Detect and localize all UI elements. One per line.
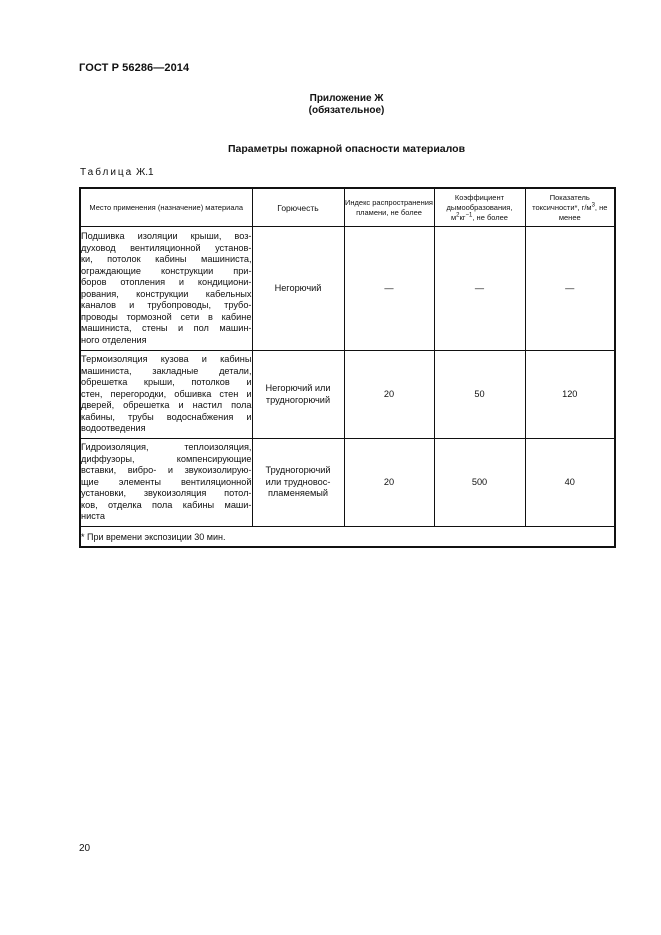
row2-place-line: кабины, трубы водоснабжения и — [81, 411, 252, 422]
row3-toxicity: 40 — [525, 439, 615, 527]
header-smoke-coefficient — [434, 188, 525, 227]
row1-place-line: боров отопления и кондициони- — [81, 277, 252, 287]
row1-toxicity: — — [525, 227, 615, 351]
table-footnote-row — [80, 527, 615, 548]
row3-flammability-line: или трудновос- — [265, 476, 331, 487]
appendix-label: Приложение Ж — [309, 93, 384, 104]
row2-flame-index: 20 — [344, 351, 434, 439]
table-caption-prefix: Таблица — [80, 167, 134, 178]
header-toxicity — [525, 188, 615, 227]
row2-place — [80, 351, 252, 439]
row3-smoke: 500 — [434, 439, 525, 527]
appendix-heading — [79, 93, 614, 117]
row2-place-line: водоотведения — [81, 423, 146, 434]
appendix-status: (обязательное) — [308, 105, 385, 116]
header-smoke-sup1: 2 — [456, 212, 460, 218]
row1-place — [80, 227, 252, 351]
standard-designation: ГОСТ Р 56286—2014 — [79, 62, 190, 74]
row3-flame-index: 20 — [344, 439, 434, 527]
table-row — [80, 439, 615, 527]
header-toxicity-part1: Показатель токсичности*, г/м — [532, 192, 592, 212]
header-place: Место применения (назначение) материала — [80, 188, 252, 227]
row3-place-line: Гидроизоляция, теплоизоляция, — [81, 442, 252, 453]
header-toxicity-part2: , не менее — [558, 202, 608, 222]
row2-flammability-line: трудногорючий — [265, 394, 331, 405]
row2-place-line: Термоизоляция кузова и кабины — [81, 354, 252, 365]
row1-place-line: духовод вентиляционной установ- — [81, 242, 252, 253]
row1-smoke: — — [434, 227, 525, 351]
table-row — [80, 227, 615, 351]
row2-smoke: 50 — [434, 351, 525, 439]
row2-toxicity: 120 — [525, 351, 615, 439]
row3-place-line: ниста — [81, 511, 106, 522]
row2-place-line: дверей, обрешетка и настил пола — [81, 400, 252, 411]
row2-flammability — [252, 351, 344, 439]
header-toxicity-sup: 3 — [591, 202, 595, 208]
row1-flammability: Негорючий — [252, 227, 344, 351]
header-smoke-part2: кг — [459, 212, 466, 222]
header-smoke-part1: Коэффициент дымообразования, м — [446, 192, 513, 222]
row3-place-line: ков, отделка пола кабины маши- — [81, 499, 252, 510]
row3-flammability-line: пламеняемый — [267, 488, 329, 499]
table-caption — [80, 167, 154, 178]
row1-place-line: ограждающие конструкции при- — [81, 265, 252, 276]
row1-flame-index: — — [344, 227, 434, 351]
row1-place-line: рования, конструкции кабельных — [81, 288, 252, 299]
appendix-title: Параметры пожарной опасности материалов — [227, 143, 466, 155]
row3-place-line: установки, звукоизоляция потол- — [81, 488, 252, 499]
table-footnote: * При времени экспозиции 30 мин. — [80, 527, 615, 548]
header-smoke-part3: , не более — [472, 212, 508, 222]
row2-place-line: обрешетка крыши, потолков и — [81, 377, 252, 388]
row1-place-line: каналов и трубопроводы, трубо- — [81, 300, 252, 310]
row2-flammability-line: Негорючий или — [265, 383, 331, 393]
row1-place-line: ки, потолок кабины машиниста, — [81, 254, 252, 264]
row2-place-line: стен, перегородки, обшивка стен и — [81, 388, 252, 399]
row3-place-line: вставки, вибро- и звукоизолирую- — [81, 465, 252, 476]
header-flame-index: Индекс распространения пламени, не более — [344, 188, 434, 227]
row3-place-line: щие элементы вентиляционной — [81, 476, 252, 487]
fire-hazard-table — [79, 187, 616, 548]
row3-flammability — [252, 439, 344, 527]
row2-place-line: машиниста, закладные детали, — [81, 365, 252, 376]
header-smoke-sup2: −1 — [465, 212, 473, 218]
table-row — [80, 351, 615, 439]
row3-place — [80, 439, 252, 527]
row3-flammability-line: Трудногорючий — [265, 465, 331, 476]
page-number: 20 — [79, 843, 91, 854]
row1-place-line: проводы тормозной сети в кабине — [81, 311, 252, 322]
row1-place-line: ного отделения — [81, 334, 147, 345]
table-header-row — [80, 188, 615, 227]
row1-place-line: машиниста, стены и пол машин- — [81, 323, 252, 333]
header-flammability: Горючесть — [252, 188, 344, 227]
row3-place-line: диффузоры, компенсирующие — [81, 453, 252, 464]
table-caption-number: Ж.1 — [136, 167, 154, 178]
row1-place-line: Подшивка изоляции крыши, воз- — [81, 231, 252, 241]
